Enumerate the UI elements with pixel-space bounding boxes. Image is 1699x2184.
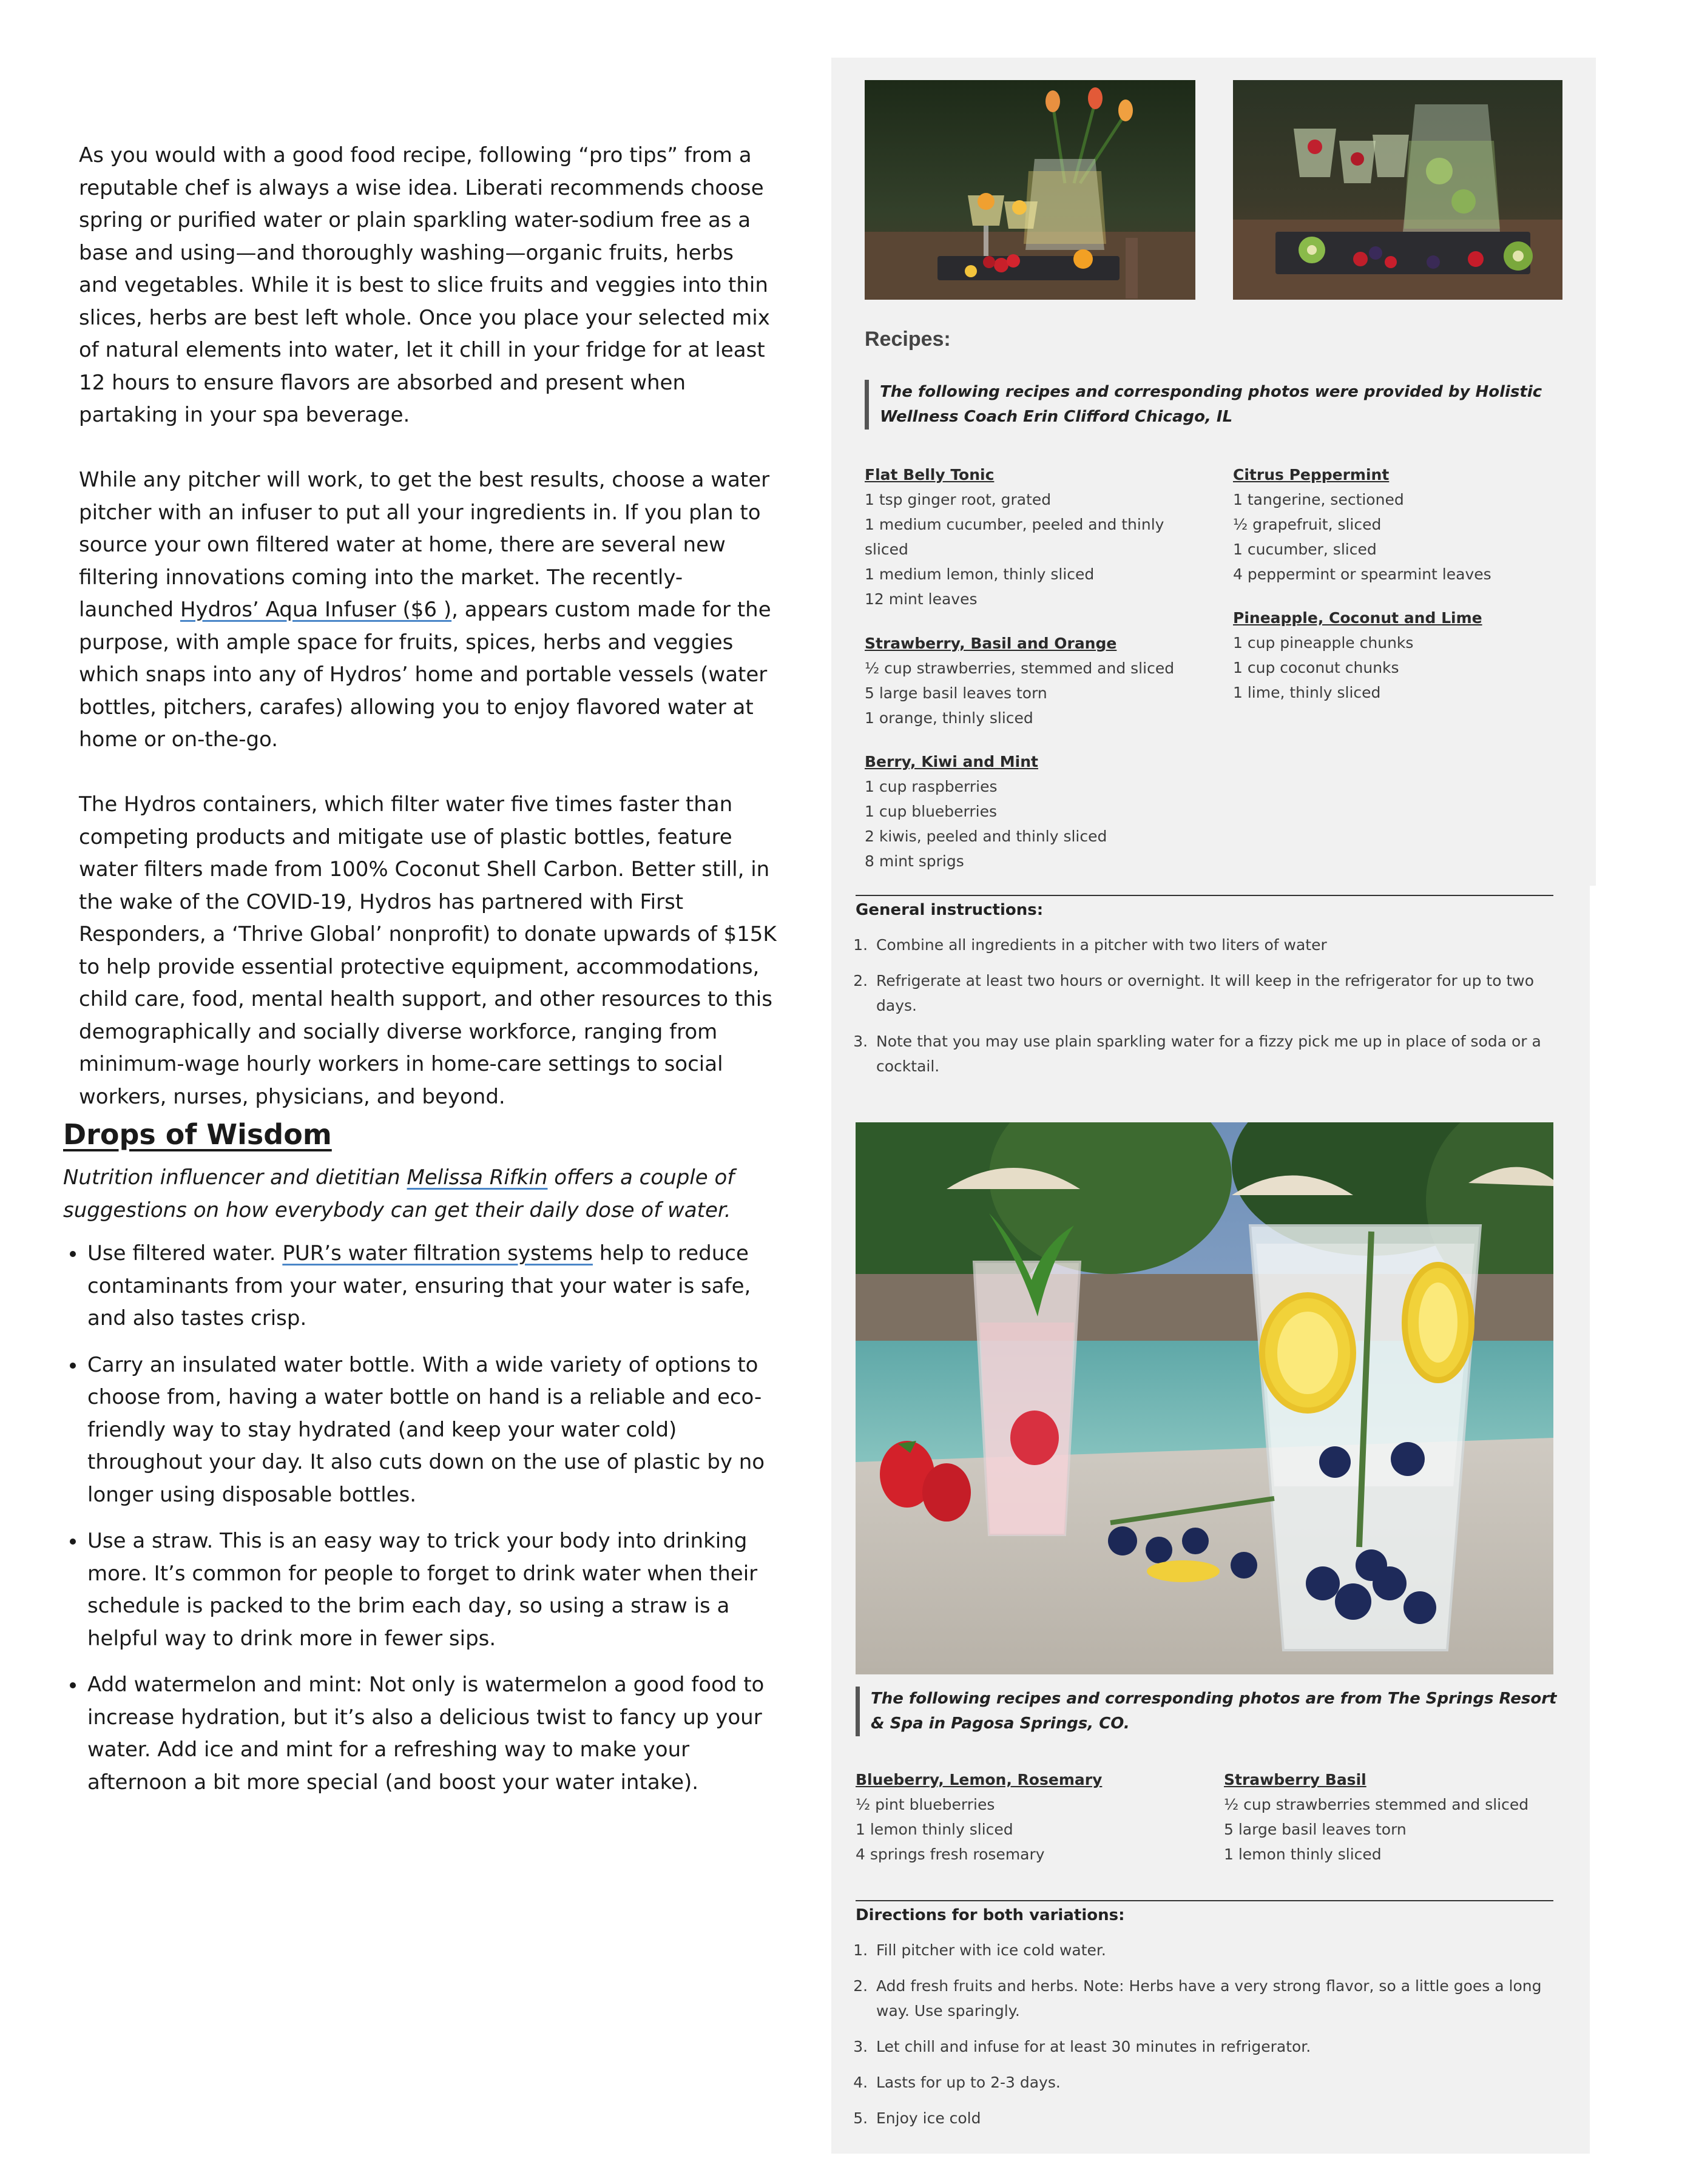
holistic-credit-quote: The following recipes and corresponding photos were provided by Holistic Wellness Coach Erin Clifford Chicago, IL bbox=[865, 380, 1553, 430]
paragraph-text: The Hydros containers, which filter water five times faster than competing products and mitigate use of plastic bottles, feature water filters made from 100% Coconut Shell Carbon. Better still, in the wake of the COVID-19, Hydros has partnered with First Responders, a ‘Thrive Global’ nonprofit) to donate upwards of $15K to help provide essential protective equipment, accommodations, child care, food, mental health support, and other resources to this demographically and socially diverse workforce, ranging from minimum-wage hourly workers in home-care settings to social workers, nurses, physicians, and beyond. bbox=[79, 792, 777, 1109]
paragraph-pro-tips bbox=[79, 140, 777, 432]
list-item: 4. Lasts for up to 2-3 days. bbox=[873, 2070, 1564, 2095]
tip-text: Use filtered water. bbox=[87, 1241, 283, 1266]
tip-text: Use a straw. This is an easy way to trick your body into drinking more. It’s common for people to forget to drink water when their schedule is packed to the brim each day, so using a straw is a helpful way to drink more in fewer sips. bbox=[87, 1529, 758, 1651]
ingredient: 4 springs fresh rosemary bbox=[856, 1845, 1045, 1863]
tip-text: Carry an insulated water bottle. With a wide variety of options to choose from, having a water bottle on hand is a reliable and eco-friendly way to stay hydrated (and keep your water cold) throughout your day. It also cuts down on the use of plastic by no longer using disposable bottles. bbox=[87, 1352, 765, 1507]
general-instructions-title: General instructions: bbox=[856, 901, 1044, 919]
recipe-title: Flat Belly Tonic bbox=[865, 466, 995, 484]
list-item: 1. Fill pitcher with ice cold water. bbox=[873, 1938, 1564, 1963]
list-item bbox=[86, 1349, 785, 1512]
ingredient: 1 cup blueberries bbox=[865, 803, 998, 820]
section-intro bbox=[63, 1162, 785, 1227]
ingredient: 1 cup pineapple chunks bbox=[1233, 634, 1414, 652]
recipe-blueberry-lemon-rosemary bbox=[856, 1767, 1195, 1867]
ingredient: 1 medium lemon, thinly sliced bbox=[865, 565, 1095, 583]
article-body bbox=[79, 140, 777, 1146]
list-item: 5. Enjoy ice cold bbox=[873, 2106, 1564, 2131]
ingredient: ½ cup strawberries stemmed and sliced bbox=[1224, 1796, 1529, 1813]
ingredient: 1 orange, thinly sliced bbox=[865, 709, 1033, 727]
recipe-citrus-peppermint bbox=[1233, 462, 1573, 587]
intro-text: offers a couple of suggestions on how everybody can get their daily dose of water. bbox=[63, 1165, 735, 1222]
pur-filtration-link[interactable]: PUR’s water filtration systems bbox=[282, 1241, 593, 1266]
ingredient: 1 cup coconut chunks bbox=[1233, 659, 1399, 676]
intro-text: Nutrition influencer and dietitian bbox=[63, 1165, 407, 1190]
divider bbox=[856, 895, 1553, 896]
ingredient: 5 large basil leaves torn bbox=[1224, 1821, 1407, 1838]
recipe-title: Pineapple, Coconut and Lime bbox=[1233, 609, 1482, 627]
recipe-strawberry-basil-orange bbox=[865, 631, 1204, 730]
hydros-aqua-infuser-link[interactable]: Hydros’ Aqua Infuser ($6 ) bbox=[180, 598, 452, 622]
section-title: Drops of Wisdom bbox=[63, 1118, 332, 1151]
list-item bbox=[86, 1238, 785, 1335]
list-item: 2. Add fresh fruits and herbs. Note: Herbs have a very strong flavor, so a little goes a long way. Use sparingly. bbox=[873, 1973, 1564, 2023]
photo-pitcher-cucumber bbox=[1233, 80, 1562, 300]
ingredient: 12 mint leaves bbox=[865, 590, 978, 608]
paragraph-text: , appears custom made for the purpose, with ample space for fruits, spices, herbs and veggies which snaps into any of Hydros’ home and portable vessels (water bottles, pitchers, carafes) allowing you to enjoy flavored water at home or on-the-go. bbox=[79, 598, 771, 752]
general-instructions-list bbox=[856, 932, 1564, 1090]
ingredient: 1 lime, thinly sliced bbox=[1233, 684, 1381, 701]
recipe-title: Strawberry Basil bbox=[1224, 1771, 1366, 1788]
ingredient: 8 mint sprigs bbox=[865, 852, 964, 870]
paragraph-text: While any pitcher will work, to get the best results, choose a water pitcher with an infuser to put all your ingredients in. If you plan to source your own filtered water at home, there are several new filtering innovations coming into the market. The recently-launched bbox=[79, 468, 770, 622]
paragraph-pitcher bbox=[79, 464, 777, 757]
photo-pitcher-tulips bbox=[865, 80, 1195, 300]
tip-text: help to reduce contaminants from your water, ensuring that your water is safe, and also tastes crisp. bbox=[87, 1241, 751, 1330]
list-item bbox=[86, 1669, 785, 1799]
ingredient: 5 large basil leaves torn bbox=[865, 684, 1047, 702]
divider bbox=[856, 1900, 1553, 1901]
melissa-rifkin-link[interactable]: Melissa Rifkin bbox=[407, 1165, 548, 1190]
ingredient: 1 tsp ginger root, grated bbox=[865, 491, 1052, 508]
recipe-strawberry-basil bbox=[1224, 1767, 1564, 1867]
tips-list bbox=[63, 1238, 785, 1799]
ingredient: 4 peppermint or spearmint leaves bbox=[1233, 565, 1491, 583]
photo-poolside-glasses bbox=[856, 1122, 1553, 1674]
directions-title: Directions for both variations: bbox=[856, 1906, 1125, 1924]
ingredient: 2 kiwis, peeled and thinly sliced bbox=[865, 827, 1107, 845]
recipes-heading: Recipes: bbox=[865, 328, 951, 351]
ingredient: ½ grapefruit, sliced bbox=[1233, 516, 1382, 533]
directions-list bbox=[856, 1938, 1564, 2142]
list-item: 2. Refrigerate at least two hours or overnight. It will keep in the refrigerator for up to two days. bbox=[873, 968, 1564, 1018]
list-item: 3. Note that you may use plain sparkling water for a fizzy pick me up in place of soda or a cocktail. bbox=[873, 1029, 1564, 1079]
drops-of-wisdom-section bbox=[63, 1113, 785, 1813]
ingredient: ½ cup strawberries, stemmed and sliced bbox=[865, 659, 1175, 677]
springs-credit-quote: The following recipes and corresponding photos are from The Springs Resort & Spa in Pagosa Springs, CO. bbox=[856, 1687, 1562, 1736]
paragraph-hydros bbox=[79, 789, 777, 1113]
list-item: 1. Combine all ingredients in a pitcher with two liters of water bbox=[873, 932, 1564, 957]
paragraph-text: As you would with a good food recipe, following “pro tips” from a reputable chef is always a wise idea. Liberati recommends choose spring or purified water or plain sparkling water-sodium free as a base and using—and thoroughly washing—organic fruits, herbs and vegetables. While it is best to slice fruits and veggies into thin slices, herbs are best left whole. Once you place your selected mix of natural elements into water, let it chill in your fridge for at least 12 hours to ensure flavors are absorbed and present when partaking in your spa beverage. bbox=[79, 143, 770, 427]
ingredient: 1 cucumber, sliced bbox=[1233, 541, 1377, 558]
recipe-title: Blueberry, Lemon, Rosemary bbox=[856, 1771, 1103, 1788]
ingredient: 1 medium cucumber, peeled and thinly sliced bbox=[865, 516, 1164, 558]
ingredient: 1 cup raspberries bbox=[865, 778, 998, 795]
recipe-pineapple-coconut-lime bbox=[1233, 605, 1573, 705]
recipe-berry-kiwi-mint bbox=[865, 749, 1204, 874]
ingredient: 1 lemon thinly sliced bbox=[1224, 1845, 1382, 1863]
ingredient: 1 tangerine, sectioned bbox=[1233, 491, 1404, 508]
list-item: 3. Let chill and infuse for at least 30 minutes in refrigerator. bbox=[873, 2034, 1564, 2059]
tip-text: Add watermelon and mint: Not only is watermelon a good food to increase hydration, but it’s also a delicious twist to fancy up your water. Add ice and mint for a refreshing way to make your afternoon a bit more special (and boost your water intake). bbox=[87, 1673, 765, 1795]
recipe-title: Strawberry, Basil and Orange bbox=[865, 635, 1117, 652]
recipe-flat-belly-tonic bbox=[865, 462, 1180, 612]
list-item bbox=[86, 1525, 785, 1655]
ingredient: ½ pint blueberries bbox=[856, 1796, 995, 1813]
recipe-title: Citrus Peppermint bbox=[1233, 466, 1390, 484]
ingredient: 1 lemon thinly sliced bbox=[856, 1821, 1013, 1838]
recipe-title: Berry, Kiwi and Mint bbox=[865, 753, 1038, 770]
